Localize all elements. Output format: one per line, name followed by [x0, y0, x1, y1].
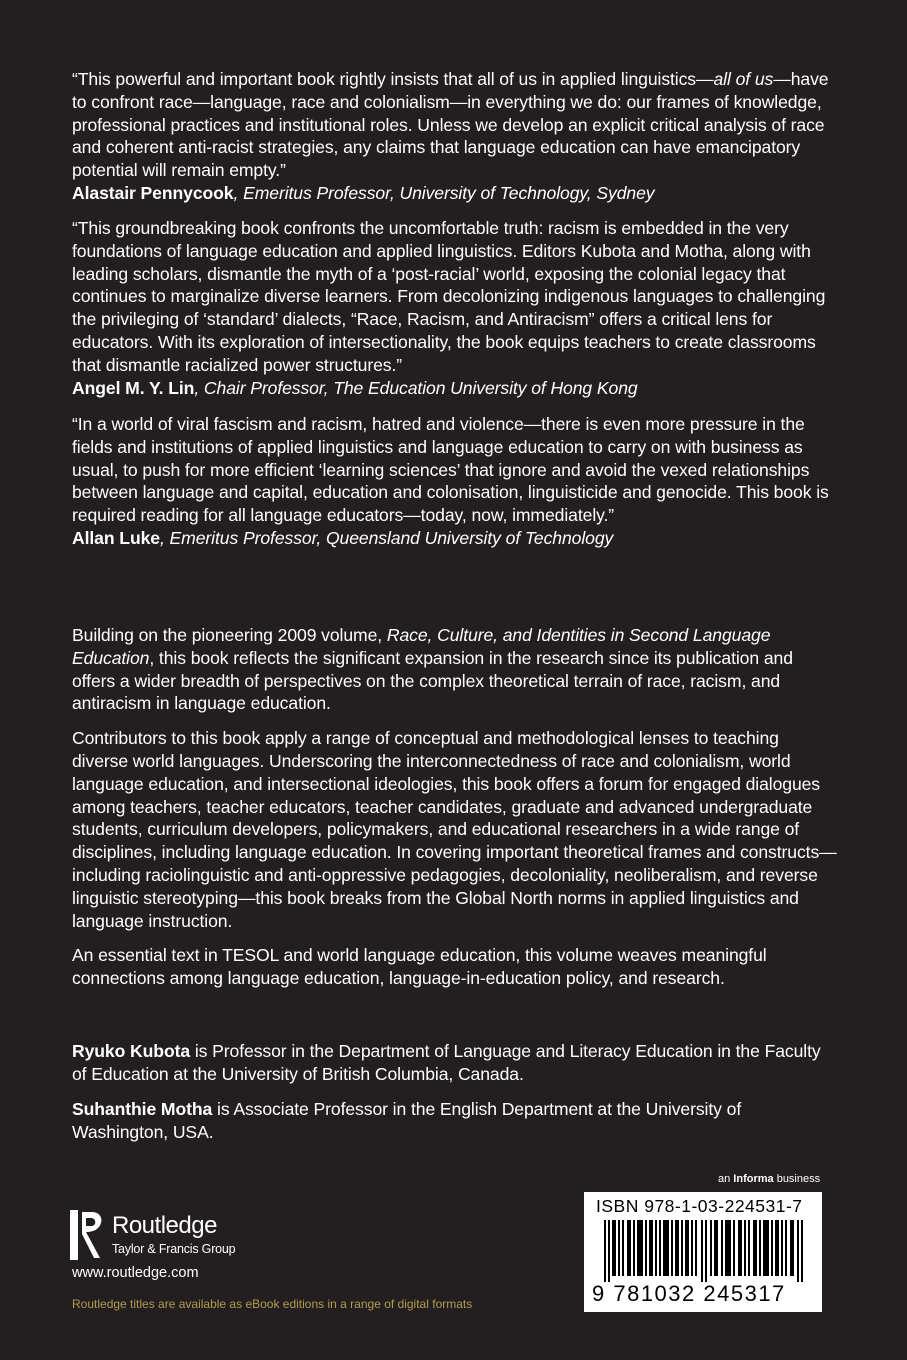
publisher-name: Routledge [112, 1212, 217, 1239]
description-paragraph-1 [72, 624, 837, 715]
bio-name: Suhanthie Motha [72, 1099, 213, 1119]
quote-text: “In a world of viral fascism and racism, hatred and violence—there is even more pressure in the fields and institutions of applied linguistics and language education to carry on with business as usual, to push for more efficient ‘learning sciences’ that ignore and avoid the vexed relationships between language and capital, education and colonisation, linguisticide and genocide. This book is required reading for all language educators—today, now, immediately.” [72, 414, 829, 526]
isbn-label: ISBN 978-1-03-224531-7 [596, 1196, 803, 1216]
quote-text-italic: all of us [713, 69, 774, 89]
quote-text [72, 68, 837, 182]
bio-text [72, 1040, 837, 1086]
book-description [72, 624, 837, 990]
bio-description: is Professor in the Department of Language and Literacy Education in the Faculty of Education at the University of British Columbia, Canada. [72, 1041, 821, 1084]
quote-attribution [72, 527, 837, 550]
endorsement-quote-1 [72, 68, 837, 205]
editor-bio-2 [72, 1098, 837, 1144]
quote-author-role: , Emeritus Professor, University of Technology, Sydney [233, 182, 655, 203]
quote-text: “This groundbreaking book confronts the uncomfortable truth: racism is embedded in the very foundations of language education and applied linguistics. Editors Kubota and Motha, along with leading scholars, dismantle the myth of a ‘post-racial’ world, exposing the colonial legacy that continues to marginalize diverse learners. From decolonizing indigenous languages to challenging the privileging of ‘standard’ dialects, “Race, Racism, and Antiracism” offers a critical lens for educators. With its exploration of intersectionality, the book equips teachers to create classrooms that dismantle racialized power structures.” [72, 218, 826, 375]
quote-author: Alastair Pennycook [72, 182, 234, 203]
description-text: Building on the pioneering 2009 volume, [72, 625, 387, 645]
quote-author-role: , Emeritus Professor, Queensland University of Technology [159, 527, 614, 548]
quote-attribution [72, 182, 837, 205]
description-paragraph-2: Contributors to this book apply a range of conceptual and methodological lenses to teaching diverse world languages. Underscoring the interconnectedness of race and colonialism, world language education, and intersectional ideologies, this book offers a forum for engaged dialogues among teachers, teacher educators, teacher candidates, graduate and advanced undergraduate students, curriculum developers, policymakers, and educational researchers in a wide range of disciplines, including language education. In covering important theoretical frames and constructs—including raciolinguistic and anti-oppressive pedagogies, decoloniality, neoliberalism, and reverse linguistic stereotyping—this book breaks from the Global North norms in applied linguistics and language instruction. [72, 728, 837, 931]
barcode-bars [604, 1220, 809, 1282]
description-paragraph-3: An essential text in TESOL and world language education, this volume weaves meaningful connections among language education, language-in-education policy, and research. [72, 945, 767, 989]
bio-text [72, 1098, 837, 1144]
informa-suffix: business [773, 1173, 821, 1185]
informa-business-label [718, 1173, 820, 1185]
quote-text-part: —have to confront race—language, race and colonialism—in everything we do: our frames of knowledge, professional practices and institutional roles. Unless we develop an explicit critical analysis of race and coherent anti-racist strategies, any claims that language education can have emancipatory potential will remain empty.” [72, 69, 829, 181]
informa-prefix: an [718, 1173, 734, 1185]
description-text: , this book reflects the significant expansion in the research since its publication and offers a wider breadth of perspectives on the complex theoretical terrain of race, racism, and antiracism in language education. [72, 647, 793, 714]
quote-author: Angel M. Y. Lin [72, 377, 195, 398]
editor-bio-1 [72, 1040, 837, 1086]
quote-attribution [72, 377, 837, 400]
publisher-group: Taylor & Francis Group [112, 1242, 236, 1256]
quote-author-role: , Chair Professor, The Education University of Hong Kong [194, 377, 638, 398]
endorsement-quote-3 [72, 413, 837, 550]
bio-name: Ryuko Kubota [72, 1041, 191, 1061]
description-title-italic: Race, Culture, and Identities in Second Language Education [72, 625, 771, 668]
quote-author: Allan Luke [72, 527, 160, 548]
bio-description: is Associate Professor in the English Department at the University of Washington, USA. [72, 1099, 742, 1142]
ebook-note: Routledge titles are available as eBook editions in a range of digital formats [72, 1297, 473, 1311]
quote-text-part: “This powerful and important book rightly insists that all of us in applied linguistics— [72, 69, 714, 89]
routledge-r-icon [70, 1210, 106, 1260]
isbn-barcode [584, 1192, 822, 1312]
endorsement-quote-2 [72, 217, 837, 399]
publisher-url[interactable]: www.routledge.com [72, 1265, 199, 1281]
informa-name: Informa [733, 1173, 774, 1185]
barcode-digits: 9 781032 245317 [592, 1281, 786, 1306]
